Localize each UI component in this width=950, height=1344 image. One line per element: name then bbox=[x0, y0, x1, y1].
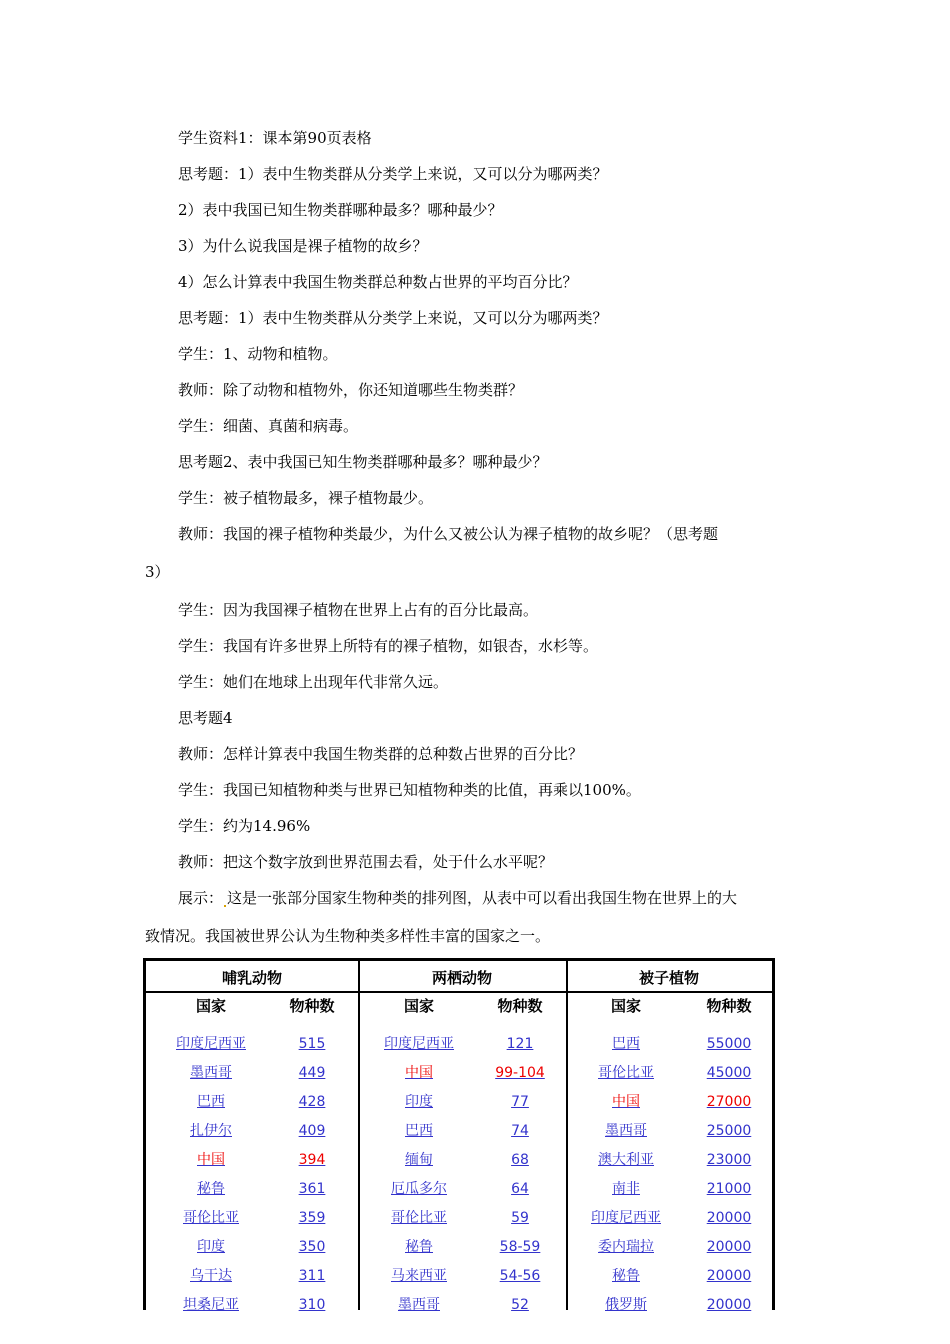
table-cell-country: 印度尼西亚 bbox=[384, 1036, 454, 1052]
paragraph bbox=[178, 888, 737, 908]
table-cell-country: 秘鲁 bbox=[405, 1239, 433, 1255]
table-cell-count: 515 bbox=[298, 1036, 326, 1052]
table-cell-country: 秘鲁 bbox=[197, 1181, 225, 1197]
table-cell-count: 59 bbox=[511, 1210, 529, 1226]
column-header-count: 物种数 bbox=[289, 997, 335, 1015]
paragraph-text: 这是一张部分国家生物种类的排列图，从表中可以看出我国生物在世界上的大 bbox=[227, 889, 738, 907]
table-cell-country: 俄罗斯 bbox=[605, 1297, 647, 1313]
table-cell-count: 52 bbox=[511, 1297, 529, 1313]
table-cell-count: 20000 bbox=[706, 1268, 752, 1284]
paragraph-text: 展示： bbox=[178, 889, 224, 907]
column-header-country: 国家 bbox=[403, 997, 434, 1015]
paragraph: 教师：把这个数字放到世界范围去看，处于什么水平呢？ bbox=[178, 853, 554, 871]
table-cell-country: 墨西哥 bbox=[605, 1123, 647, 1139]
column-header-count: 物种数 bbox=[706, 997, 752, 1015]
paragraph: 学生：因为我国裸子植物在世界上占有的百分比最高。 bbox=[178, 601, 539, 619]
paragraph: 教师：除了动物和植物外，你还知道哪些生物类群？ bbox=[178, 381, 524, 399]
table-cell-country: 哥伦比亚 bbox=[391, 1210, 447, 1226]
table-cell-country: 巴西 bbox=[612, 1036, 640, 1052]
table-cell-count: 359 bbox=[298, 1210, 326, 1226]
table-divider bbox=[146, 991, 772, 993]
table-cell-country: 厄瓜多尔 bbox=[391, 1181, 447, 1197]
species-table bbox=[143, 958, 775, 1313]
column-header-count: 物种数 bbox=[497, 997, 543, 1015]
table-cell-country: 南非 bbox=[612, 1181, 640, 1197]
paragraph: 学生资料1：课本第90页表格 bbox=[178, 129, 372, 147]
table-cell-count: 55000 bbox=[706, 1036, 752, 1052]
paragraph: 3）为什么说我国是裸子植物的故乡？ bbox=[178, 237, 428, 255]
paragraph bbox=[178, 780, 641, 800]
table-cell-count: 77 bbox=[511, 1094, 529, 1110]
paragraph: 学生：被子植物最多，裸子植物最少。 bbox=[178, 489, 434, 507]
table-cell-count: 20000 bbox=[706, 1297, 752, 1313]
table-cell-country: 印度尼西亚 bbox=[176, 1036, 246, 1052]
table-cell-count: 25000 bbox=[706, 1123, 752, 1139]
paragraph: 教师：我国的裸子植物种类最少，为什么又被公认为裸子植物的故乡呢？（思考题 bbox=[178, 525, 719, 543]
table-cell-country: 哥伦比亚 bbox=[598, 1065, 654, 1081]
table-cell-count: 20000 bbox=[706, 1210, 752, 1226]
column-header-country: 国家 bbox=[610, 997, 641, 1015]
table-cell-count: 428 bbox=[298, 1094, 326, 1110]
table-cell-count: 311 bbox=[298, 1268, 326, 1284]
group-header-amphibians: 两栖动物 bbox=[431, 969, 492, 987]
paragraph-text: 世界已知植物种类的比值，再乘以100%。 bbox=[358, 781, 641, 799]
table-cell-country: 澳大利亚 bbox=[598, 1152, 654, 1168]
table-cell-count: 58-59 bbox=[499, 1239, 541, 1255]
paragraph: 2）表中我国已知生物类群哪种最多？哪种最少？ bbox=[178, 201, 503, 219]
paragraph-continuation: 致情况。我国被世界公认为生物种类多样性丰富的国家之一。 bbox=[145, 927, 551, 945]
table-cell-country: 扎伊尔 bbox=[190, 1123, 232, 1139]
table-cell-count: 361 bbox=[298, 1181, 326, 1197]
paragraph: 思考题：1）表中生物类群从分类学上来说，又可以分为哪两类？ bbox=[178, 165, 608, 183]
paragraph-continuation: 3） bbox=[145, 563, 170, 581]
paragraph: 学生：她们在地球上出现年代非常久远。 bbox=[178, 673, 449, 691]
group-header-mammals: 哺乳动物 bbox=[221, 969, 282, 987]
table-cell-country: 中国 bbox=[405, 1065, 433, 1081]
table-cell-count: 394 bbox=[298, 1152, 326, 1168]
table-cell-count: 74 bbox=[511, 1123, 529, 1139]
group-header-angiosperms: 被子植物 bbox=[638, 969, 699, 987]
paragraph: 思考题：1）表中生物类群从分类学上来说，又可以分为哪两类？ bbox=[178, 309, 608, 327]
table-cell-country: 缅甸 bbox=[405, 1152, 433, 1168]
table-cell-country: 印度尼西亚 bbox=[591, 1210, 661, 1226]
table-cell-count: 54-56 bbox=[499, 1268, 541, 1284]
paragraph: 教师：怎样计算表中我国生物类群的总种数占世界的百分比？ bbox=[178, 745, 584, 763]
table-cell-country: 中国 bbox=[197, 1152, 225, 1168]
table-cell-country: 坦桑尼亚 bbox=[183, 1297, 239, 1313]
table-cell-country: 秘鲁 bbox=[612, 1268, 640, 1284]
table-cell-count: 310 bbox=[298, 1297, 326, 1313]
table-cell-count: 23000 bbox=[706, 1152, 752, 1168]
table-cell-count: 20000 bbox=[706, 1239, 752, 1255]
table-cell-country: 印度 bbox=[405, 1094, 433, 1110]
table-cell-country: 中国 bbox=[612, 1094, 640, 1110]
paragraph: 学生：细菌、真菌和病毒。 bbox=[178, 417, 359, 435]
table-cell-country: 印度 bbox=[197, 1239, 225, 1255]
paragraph: 学生：1、动物和植物。 bbox=[178, 345, 338, 363]
paragraph: 学生：约为14.96% bbox=[178, 817, 311, 835]
table-cell-country: 墨西哥 bbox=[190, 1065, 232, 1081]
table-cell-country: 马来西亚 bbox=[391, 1268, 447, 1284]
table-cell-count: 409 bbox=[298, 1123, 326, 1139]
paragraph: 4）怎么计算表中我国生物类群总种数占世界的平均百分比？ bbox=[178, 273, 578, 291]
table-cell-country: 巴西 bbox=[405, 1123, 433, 1139]
table-cell-count: 449 bbox=[298, 1065, 326, 1081]
table-cell-count: 27000 bbox=[706, 1094, 752, 1110]
table-cell-count: 121 bbox=[506, 1036, 534, 1052]
table-cell-count: 99-104 bbox=[495, 1065, 545, 1081]
edit-mark bbox=[224, 905, 226, 907]
table-cell-count: 21000 bbox=[706, 1181, 752, 1197]
table-cell-count: 64 bbox=[511, 1181, 529, 1197]
paragraph: 学生：我国有许多世界上所特有的裸子植物，如银杏，水杉等。 bbox=[178, 637, 599, 655]
paragraph: 思考题4 bbox=[178, 709, 233, 727]
table-cell-country: 巴西 bbox=[197, 1094, 225, 1110]
column-header-country: 国家 bbox=[195, 997, 226, 1015]
table-divider bbox=[358, 961, 360, 1310]
table-cell-country: 墨西哥 bbox=[398, 1297, 440, 1313]
table-cell-country: 委内瑞拉 bbox=[598, 1239, 654, 1255]
paragraph: 思考题2、表中我国已知生物类群哪种最多？哪种最少？ bbox=[178, 453, 548, 471]
table-cell-count: 350 bbox=[298, 1239, 326, 1255]
paragraph-text: 学生：我国已知植物种类与 bbox=[178, 781, 359, 799]
table-cell-country: 乌干达 bbox=[190, 1268, 232, 1284]
table-cell-country: 哥伦比亚 bbox=[183, 1210, 239, 1226]
table-cell-count: 45000 bbox=[706, 1065, 752, 1081]
table-cell-count: 68 bbox=[511, 1152, 529, 1168]
